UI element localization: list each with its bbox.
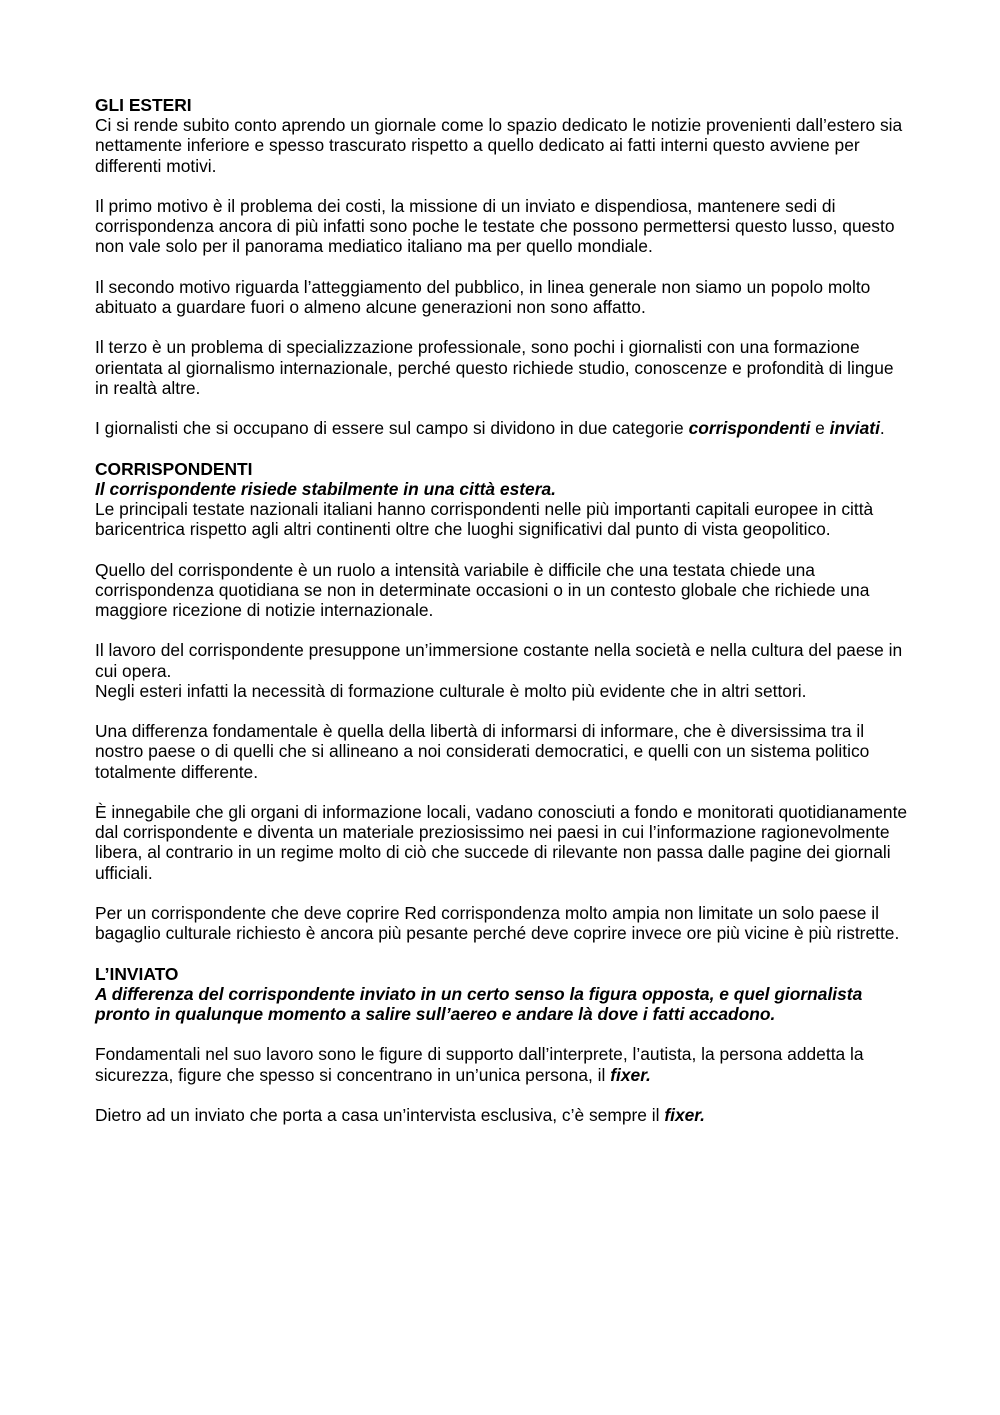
term-fixer-final: fixer. (664, 1104, 705, 1125)
section-heading-corrispondenti: CORRISPONDENTI (95, 458, 253, 479)
document-page (95, 95, 910, 1145)
paragraph-corrispondenti-ruolo: Quello del corrispondente è un ruolo a intensità variabile è difficile che una testata chiede una corrispondenza quotidiana se non in determinate occasioni o in un contesto globale che richiede una maggiore ricezione di notizie internazionale. (95, 559, 870, 620)
supporto-text: Fondamentali nel suo lavoro sono le figure di supporto dall’interprete, l’autista, la persona addetta la sicurezza, figure che spesso si concentrano in un’unica persona, il (95, 1044, 864, 1085)
categorie-text-mid: e (810, 418, 830, 439)
section-heading-inviato: L’INVIATO (95, 963, 179, 984)
paragraph-inviato-supporto (95, 1044, 910, 1084)
paragraph-esteri-pubblico: Il secondo motivo riguarda l’atteggiamento del pubblico, in linea generale non siamo un popolo molto abituato a guardare fuori o almeno alcune generazioni non sono affatto. (95, 276, 871, 317)
term-corrispondenti: corrispondenti (688, 418, 811, 439)
paragraph-corrispondenti-immersione: Il lavoro del corrispondente presuppone un’immersione costante nella società e nella cultura del paese in cui opera. (95, 640, 903, 681)
categorie-text-end: . (879, 418, 885, 439)
paragraph-esteri-intro: Ci si rende subito conto aprendo un giornale come lo spazio dedicato le notizie provenienti dall’estero sia nettamente inferiore e spesso trascurato rispetto a quello dedicato ai fatti interni questo avviene per differenti motivi. (95, 115, 903, 176)
categorie-text-start: I giornalisti che si occupano di essere sul campo si dividono in due categorie (95, 418, 689, 439)
section-heading-esteri: GLI ESTERI (95, 95, 192, 115)
lead-inviato: A differenza del corrispondente inviato in un certo senso la figura opposta, e quel giornalista pronto in qualunque momento a salire sull’aereo e andare là dove i fatti accadono. (95, 983, 863, 1024)
paragraph-corrispondenti-testate: Le principali testate nazionali italiani hanno corrispondenti nelle più importanti capitali europee in città baricentrica rispetto agli altri continenti oltre che luoghi significativi dal punto di vista geopolitico. (95, 498, 874, 540)
paragraph-esteri-specializzazione: Il terzo è un problema di specializzazione professionale, sono pochi i giornalisti con una formazione orientata al giornalismo internazionale, perché questo richiede studio, conoscenze e profondità di lingue in realtà altre. (95, 337, 894, 398)
paragraph-esteri-costi: Il primo motivo è il problema dei costi, la missione di un inviato e dispendiosa, mantenere sedi di corrispondenza ancora di più infatti sono poche le testate che possono permettersi questo lusso, questo non vale solo per il panorama mediatico italiano ma per quello mondiale. (95, 196, 895, 257)
term-inviati: inviati (829, 418, 880, 439)
lead-corrispondenti: Il corrispondente risiede stabilmente in una città estera. (95, 478, 556, 499)
paragraph-corrispondenti-organi: È innegabile che gli organi di informazione locali, vadano conosciuti a fondo e monitorati quotidianamente dal corrispondente e diventa un materiale preziosissimo nei paesi in cui l’informazione ragionevolmente libera, al contrario in un regime molto di ciò che succede di rilevante non passa dalle pagine dei giornali ufficiali. (95, 801, 908, 883)
intervista-text: Dietro ad un inviato che porta a casa un’intervista esclusiva, c’è sempre il (95, 1104, 665, 1125)
paragraph-inviato-intervista (95, 1105, 910, 1125)
paragraph-esteri-categorie (95, 418, 910, 438)
paragraph-corrispondenti-formazione: Negli esteri infatti la necessità di formazione culturale è molto più evidente che in altri settori. (95, 680, 807, 701)
paragraph-corrispondenti-liberta: Una differenza fondamentale è quella della libertà di informarsi di informare, che è diversissima tra il nostro paese o di quelli che si allineano a noi considerati democratici, e quelli con un sistema politico totalmente differente. (95, 721, 870, 782)
term-fixer: fixer. (610, 1064, 651, 1085)
paragraph-corrispondenti-bagaglio: Per un corrispondente che deve coprire Red corrispondenza molto ampia non limitate un solo paese il bagaglio culturale richiesto è ancora più pesante perché deve coprire invece ore più vicine è più ristrette. (95, 902, 900, 944)
